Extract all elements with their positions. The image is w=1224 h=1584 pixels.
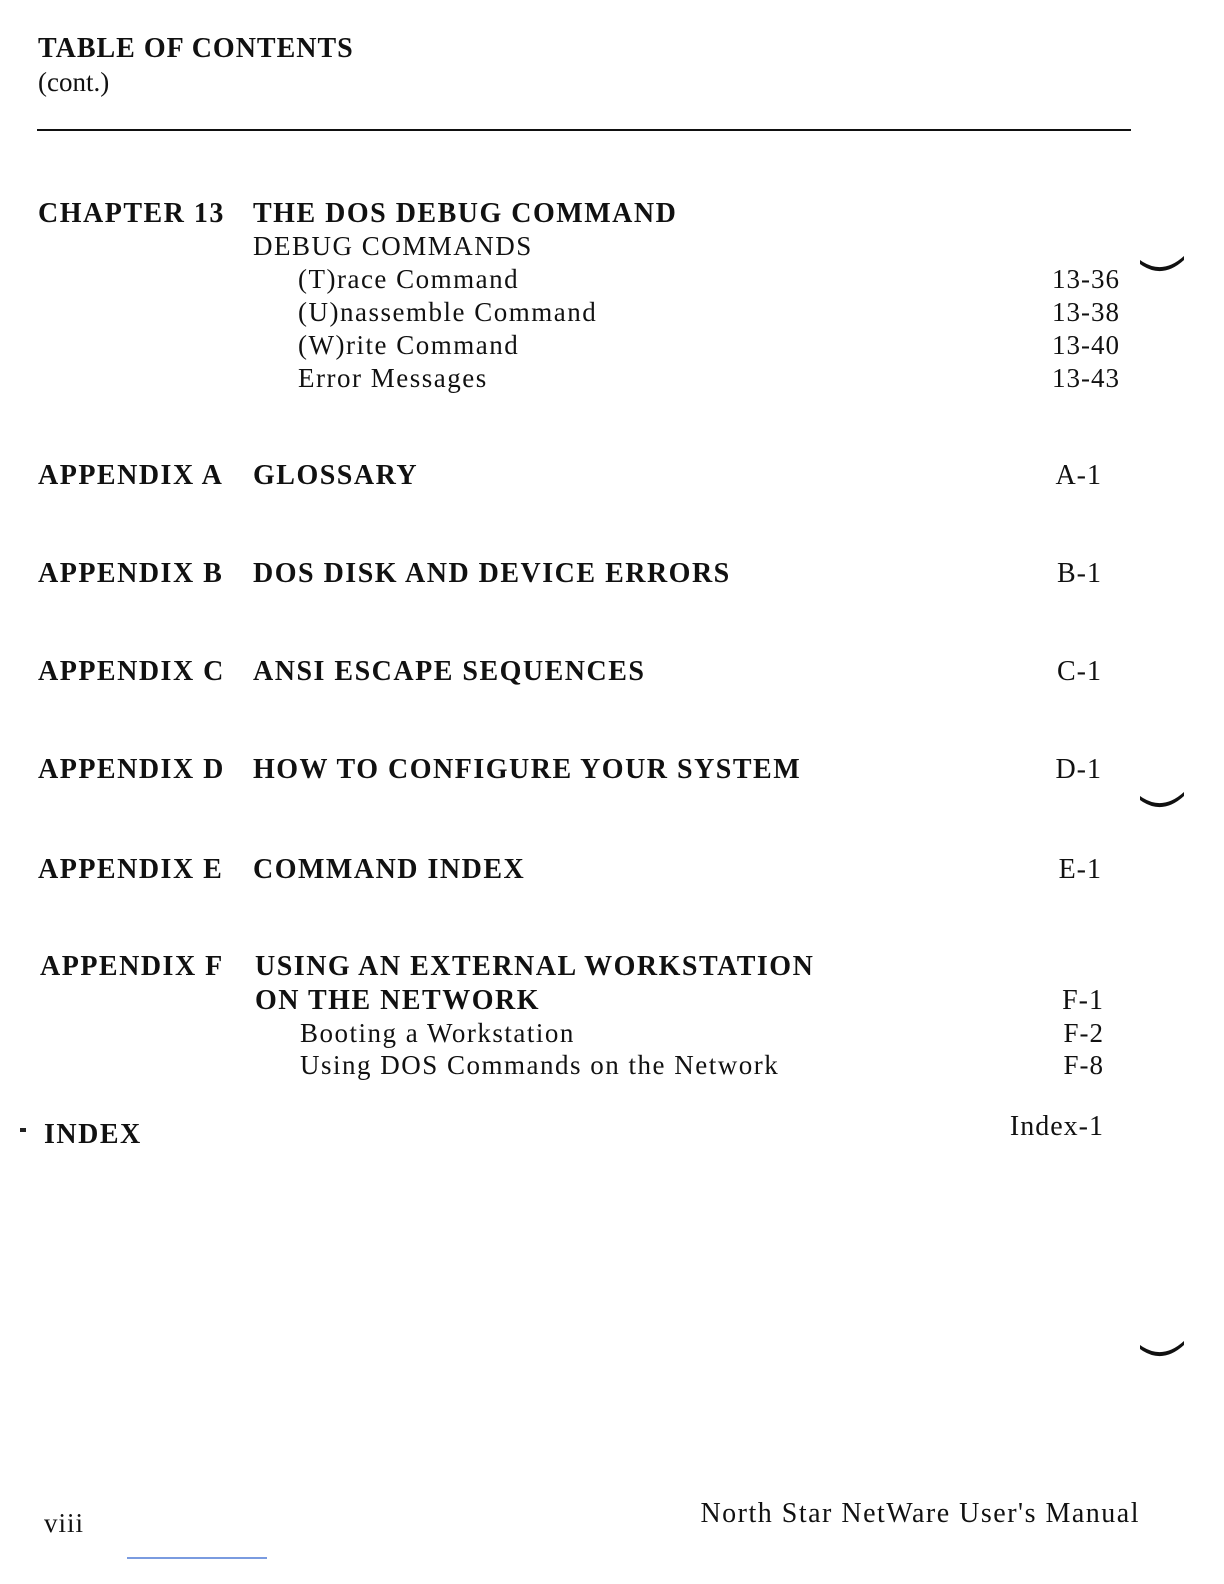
toc-entry-appendix-c (38, 655, 1102, 689)
toc-subentry (40, 1017, 1104, 1050)
toc-entry-label: APPENDIX F (40, 951, 224, 982)
toc-entry-title-continued: ON THE NETWORK (255, 985, 540, 1016)
toc-entry-appendix-f (40, 950, 1104, 984)
page-header (38, 32, 354, 98)
toc-entry-title: COMMAND INDEX (253, 854, 526, 885)
toc-entry-appendix-f-line2 (40, 984, 1104, 1018)
scan-mark (20, 1128, 26, 1132)
toc-entry-page: D-1 (1055, 754, 1102, 785)
toc-subentry (38, 329, 1120, 362)
toc-subentry-title: Booting a Workstation (300, 1018, 575, 1048)
toc-entry-appendix-b (38, 557, 1102, 591)
toc-subentry (38, 263, 1120, 296)
footer-manual-title: North Star NetWare User's Manual (700, 1498, 1140, 1529)
toc-entry-label: APPENDIX D (38, 754, 225, 785)
toc-subentry-title: (U)nassemble Command (298, 297, 598, 327)
toc-subentry-title: (T)race Command (298, 264, 520, 294)
toc-subentry-title: Using DOS Commands on the Network (300, 1050, 780, 1080)
page-subtitle: (cont.) (38, 67, 110, 97)
toc-entry-page: F-1 (1062, 985, 1104, 1016)
page-title: TABLE OF CONTENTS (38, 33, 354, 64)
punch-hole-mark (1138, 788, 1186, 812)
toc-entry-title: HOW TO CONFIGURE YOUR SYSTEM (253, 754, 802, 785)
toc-entry-title: USING AN EXTERNAL WORKSTATION (255, 951, 815, 982)
punch-hole-mark (1138, 1337, 1186, 1361)
toc-entry-appendix-d (38, 753, 1102, 787)
toc-entry-title: THE DOS DEBUG COMMAND (253, 198, 678, 229)
toc-entry-page: A-1 (1055, 460, 1102, 491)
toc-entry-title: GLOSSARY (253, 460, 419, 491)
toc-entry-appendix-a (38, 459, 1102, 493)
toc-section-debug-commands (38, 230, 1120, 263)
toc-entry-page: Index-1 (1009, 1111, 1104, 1142)
toc-entry-page: B-1 (1057, 558, 1102, 589)
toc-entry-title: ANSI ESCAPE SEQUENCES (253, 656, 646, 687)
toc-entry-label: APPENDIX A (38, 460, 224, 491)
toc-entry-index (44, 1111, 1104, 1152)
toc-entry-page: E-1 (1058, 854, 1102, 885)
footer-underline (127, 1557, 267, 1559)
toc-subentry-title: Error Messages (298, 363, 488, 393)
toc-entry-label: CHAPTER 13 (38, 198, 225, 229)
toc-subentry-page: F-2 (1063, 1018, 1104, 1048)
toc-subentry (40, 1049, 1104, 1082)
toc-subentry-page: 13-38 (1052, 297, 1120, 327)
toc-entry-appendix-e (38, 853, 1102, 887)
toc-subentry-page: 13-43 (1052, 363, 1120, 393)
toc-subentry-page: 13-40 (1052, 330, 1120, 360)
toc-subentry (38, 296, 1120, 329)
toc-section-title: DEBUG COMMANDS (253, 231, 533, 261)
toc-entry-title: DOS DISK AND DEVICE ERRORS (253, 558, 731, 589)
footer-page-number: viii (44, 1508, 85, 1538)
toc-entry-label: APPENDIX C (38, 656, 225, 687)
toc-subentry-page: 13-36 (1052, 264, 1120, 294)
toc-subentry-page: F-8 (1063, 1050, 1104, 1080)
toc-entry-label: APPENDIX B (38, 558, 224, 589)
toc-subentry-title: (W)rite Command (298, 330, 520, 360)
toc-entry-page: C-1 (1057, 656, 1102, 687)
punch-hole-mark (1138, 252, 1186, 276)
toc-entry-chapter-13 (38, 197, 1120, 231)
toc-subentry (38, 362, 1120, 395)
toc-entry-label: APPENDIX E (38, 854, 224, 885)
header-divider (37, 129, 1131, 131)
toc-entry-label: INDEX (44, 1119, 142, 1150)
